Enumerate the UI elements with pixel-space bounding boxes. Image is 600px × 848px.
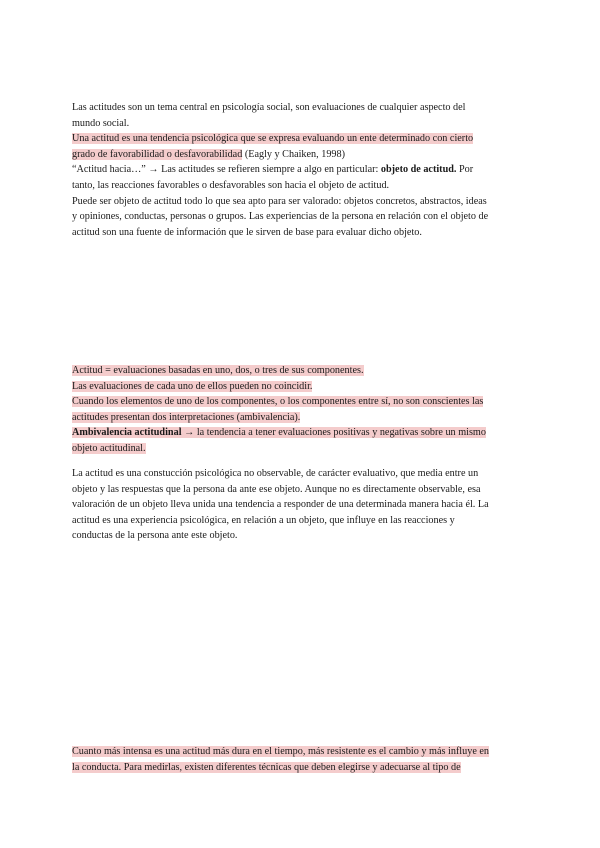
text-line: objeto y las respuestas que la persona da ante ese objeto. Aunque no es directamente observable, esa xyxy=(72,483,481,495)
highlighted-text: Una actitud es una tendencia psicológica que se expresa evaluando un ente determinado con cierto xyxy=(72,133,474,145)
text-line: tanto, las reacciones favorables o desfavorables son hacia el objeto de actitud. xyxy=(72,179,390,191)
text-line xyxy=(72,363,528,379)
highlighted-text: objeto actitudinal. xyxy=(72,442,146,454)
highlighted-text: Actitud = evaluaciones basadas en uno, dos, o tres de sus componentes. xyxy=(72,365,364,376)
text-line xyxy=(72,379,528,395)
text-line: La actitud es una constucción psicológica no observable, de carácter evaluativo, que media entre un xyxy=(72,468,479,479)
text-line xyxy=(72,441,528,457)
text-line xyxy=(72,744,528,760)
highlighted-text: Las evaluaciones de cada uno de ellos pueden no coincidir. xyxy=(72,380,313,392)
highlighted-text: grado de favorabilidad o desfavorabilidad xyxy=(72,148,243,160)
text-line xyxy=(72,425,528,441)
bold-term: Ambivalencia actitudinal xyxy=(72,427,182,439)
text-line: mundo social. xyxy=(72,117,130,129)
text-line: y opiniones, conductas, personas o grupos. Las experiencias de la persona en relación con el objeto de xyxy=(72,211,489,223)
highlighted-text: la conducta. Para medirlas, existen diferentes técnicas que deben elegirse y adecuarse al tipo de xyxy=(72,761,461,773)
text-segment: Por xyxy=(456,164,474,176)
citation: (Eagly y Chaiken, 1998) xyxy=(242,148,345,160)
text-line xyxy=(72,131,528,147)
highlighted-text xyxy=(72,427,486,438)
highlighted-text: actitudes presentan dos interpretaciones (ambivalencia). xyxy=(72,411,301,423)
text-line xyxy=(72,394,528,410)
text-line: Las actitudes son un tema central en psicología social, son evaluaciones de cualquier aspecto del xyxy=(72,102,466,113)
components-paragraph xyxy=(72,363,528,457)
highlighted-text: Cuanto más intensa es una actitud más dura en el tiempo, más resistente es el cambio y más influye en xyxy=(72,746,490,757)
text-line xyxy=(72,147,528,163)
bold-term: objeto de actitud. xyxy=(380,164,457,176)
text-line: valoración de un objeto lleva unida una tendencia a responder de una determinada manera hacia él. La xyxy=(72,499,489,511)
intro-paragraph xyxy=(72,100,528,240)
text-segment: “Actitud hacia…” → Las actitudes se refieren siempre a algo en particular: xyxy=(72,164,381,176)
text-line xyxy=(72,760,528,776)
text-segment: → la tendencia a tener evaluaciones positivas y negativas sobre un mismo xyxy=(181,427,486,439)
text-line: conductas de la persona ante este objeto. xyxy=(72,530,238,542)
text-line: actitud es una experiencia psicológica, en relación a un objeto, que influye en las reacciones y xyxy=(72,514,455,526)
text-line xyxy=(72,162,528,178)
intensity-paragraph xyxy=(72,744,528,775)
text-line xyxy=(72,410,528,426)
definition-paragraph xyxy=(72,466,528,544)
highlighted-text: Cuando los elementos de uno de los componentes, o los componentes entre sí, no son conscientes las xyxy=(72,396,484,408)
text-line: Puede ser objeto de actitud todo lo que sea apto para ser valorado: objetos concretos, abstractos, ideas xyxy=(72,195,487,207)
text-line: actitud son una fuente de información que le sirven de base para evaluar dicho objeto. xyxy=(72,226,422,238)
